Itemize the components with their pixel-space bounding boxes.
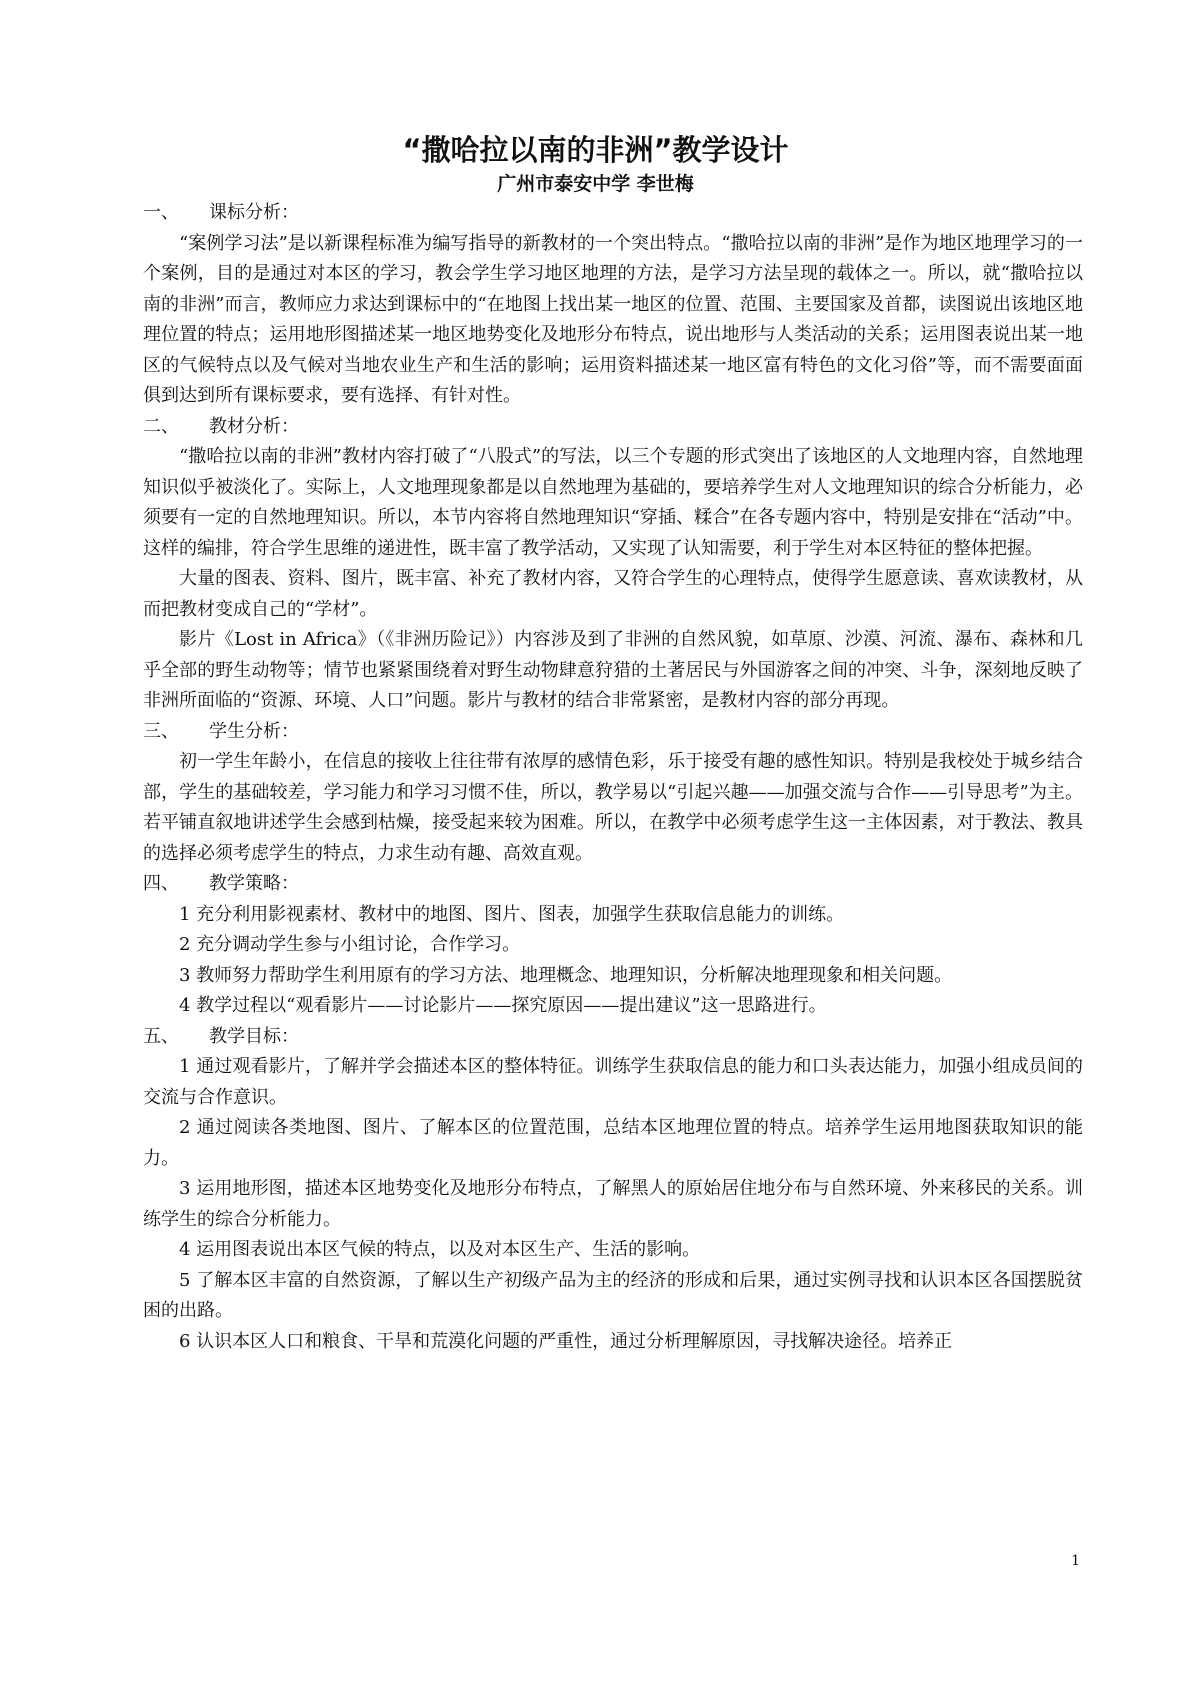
list-item: 1 通过观看影片，了解并学会描述本区的整体特征。训练学生获取信息的能力和口头表达能力，加强小组成员间的交流与合作意识。 <box>143 1056 1083 1108</box>
section-number: 三、 <box>143 720 179 742</box>
list-item: 4 教学过程以“观看影片——讨论影片——探究原因——提出建议”这一思路进行。 <box>179 995 827 1016</box>
list-item: 2 充分调动学生参与小组讨论，合作学习。 <box>179 934 521 955</box>
paragraph: 影片《Lost in Africa》（《非洲历险记》）内容涉及到了非洲的自然风貌，如草原、沙漠、河流、瀑布、森林和几乎全部的野生动物等；情节也紧紧围绕着对野生动物肆意狩猎的土著居民与外国游客之间的冲突、斗争，深刻地反映了非洲所面临的“资源、环境、人口”问题。影片与教材的结合非常紧密，是教材内容的部分再现。 <box>143 629 1083 711</box>
list-item: 3 运用地形图，描述本区地势变化及地形分布特点，了解黑人的原始居住地分布与自然环境、外来移民的关系。训练学生的综合分析能力。 <box>143 1178 1083 1230</box>
section-number: 二、 <box>143 415 179 437</box>
list-item: 1 充分利用影视素材、教材中的地图、图片、图表，加强学生获取信息能力的训练。 <box>179 903 845 925</box>
section-title: 学生分析： <box>209 720 299 742</box>
section-title: 教学策略： <box>209 873 299 894</box>
section-number: 四、 <box>143 873 179 894</box>
section-teaching-goals <box>143 1022 1083 1358</box>
section-textbook-analysis <box>143 412 1083 717</box>
paragraph: 大量的图表、资料、图片，既丰富、补充了教材内容，又符合学生的心理特点，使得学生愿意读、喜欢读教材，从而把教材变成自己的“学材”。 <box>143 568 1083 620</box>
section-number: 五、 <box>143 1025 179 1047</box>
paragraph: 初一学生年龄小，在信息的接收上往往带有浓厚的感情色彩，乐于接受有趣的感性知识。特别是我校处于城乡结合部，学生的基础较差，学习能力和学习习惯不佳，所以，教学易以“引起兴趣——加强交流与合作——引导思考”为主。若平铺直叙地讲述学生会感到枯燥，接受起来较为困难。所以，在教学中必须考虑学生这一主体因素，对于教法、教具的选择必须考虑学生的特点，力求生动有趣、高效直观。 <box>143 751 1083 864</box>
list-item: 2 通过阅读各类地图、图片、了解本区的位置范围，总结本区地理位置的特点。培养学生运用地图获取知识的能力。 <box>143 1117 1083 1169</box>
document-body <box>143 198 1083 1357</box>
paragraph: “撒哈拉以南的非洲”教材内容打破了“八股式”的写法，以三个专题的形式突出了该地区的人文地理内容，自然地理知识似乎被淡化了。实际上，人文地理现象都是以自然地理为基础的，要培养学生对人文地理知识的综合分析能力，必须要有一定的自然地理知识。所以，本节内容将自然地理知识“穿插、糅合”在各专题内容中，特别是安排在“活动”中。这样的编排，符合学生思维的递进性，既丰富了教学活动，又实现了认知需要，利于学生对本区特征的整体把握。 <box>143 446 1083 559</box>
list-item: 6 认识本区人口和粮食、干旱和荒漠化问题的严重性，通过分析理解原因，寻找解决途径。培养正 <box>179 1330 953 1352</box>
page-number: 1 <box>1071 1553 1080 1569</box>
section-title: 课标分析： <box>209 202 299 223</box>
document-author: 广州市泰安中学 李世梅 <box>497 173 694 195</box>
section-heading <box>143 869 1083 900</box>
paragraph: “案例学习法”是以新课程标准为编写指导的新教材的一个突出特点。“撒哈拉以南的非洲”是作为地区地理学习的一个案例，目的是通过对本区的学习，教会学生学习地区地理的方法，是学习方法呈现的载体之一。所以，就“撒哈拉以南的非洲”而言，教师应力求达到课标中的“在地图上找出某一地区的位置、范围、主要国家及首都，读图说出该地区地理位置的特点；运用地形图描述某一地区地势变化及地形分布特点，说出地形与人类活动的关系；运用图表说出某一地区的气候特点以及气候对当地农业生产和生活的影响；运用资料描述某一地区富有特色的文化习俗”等，而不需要面面俱到达到所有课标要求，要有选择、有针对性。 <box>143 232 1083 406</box>
section-heading <box>143 412 1083 443</box>
list-item: 3 教师努力帮助学生利用原有的学习方法、地理概念、地理知识，分析解决地理现象和相关问题。 <box>179 964 953 986</box>
section-heading <box>143 198 1083 229</box>
section-teaching-strategy <box>143 869 1083 1022</box>
section-title: 教材分析： <box>209 415 299 437</box>
list-item: 4 运用图表说出本区气候的特点，以及对本区生产、生活的影响。 <box>179 1239 701 1260</box>
section-number: 一、 <box>143 202 179 223</box>
section-heading <box>143 1022 1083 1053</box>
document-title: “撒哈拉以南的非洲”教学设计 <box>402 133 789 167</box>
section-student-analysis <box>143 717 1083 870</box>
section-curriculum-analysis <box>143 198 1083 412</box>
list-item: 5 了解本区丰富的自然资源，了解以生产初级产品为主的经济的形成和后果，通过实例寻找和认识本区各国摆脱贫困的出路。 <box>143 1269 1083 1321</box>
section-heading <box>143 717 1083 748</box>
section-title: 教学目标： <box>209 1025 299 1047</box>
